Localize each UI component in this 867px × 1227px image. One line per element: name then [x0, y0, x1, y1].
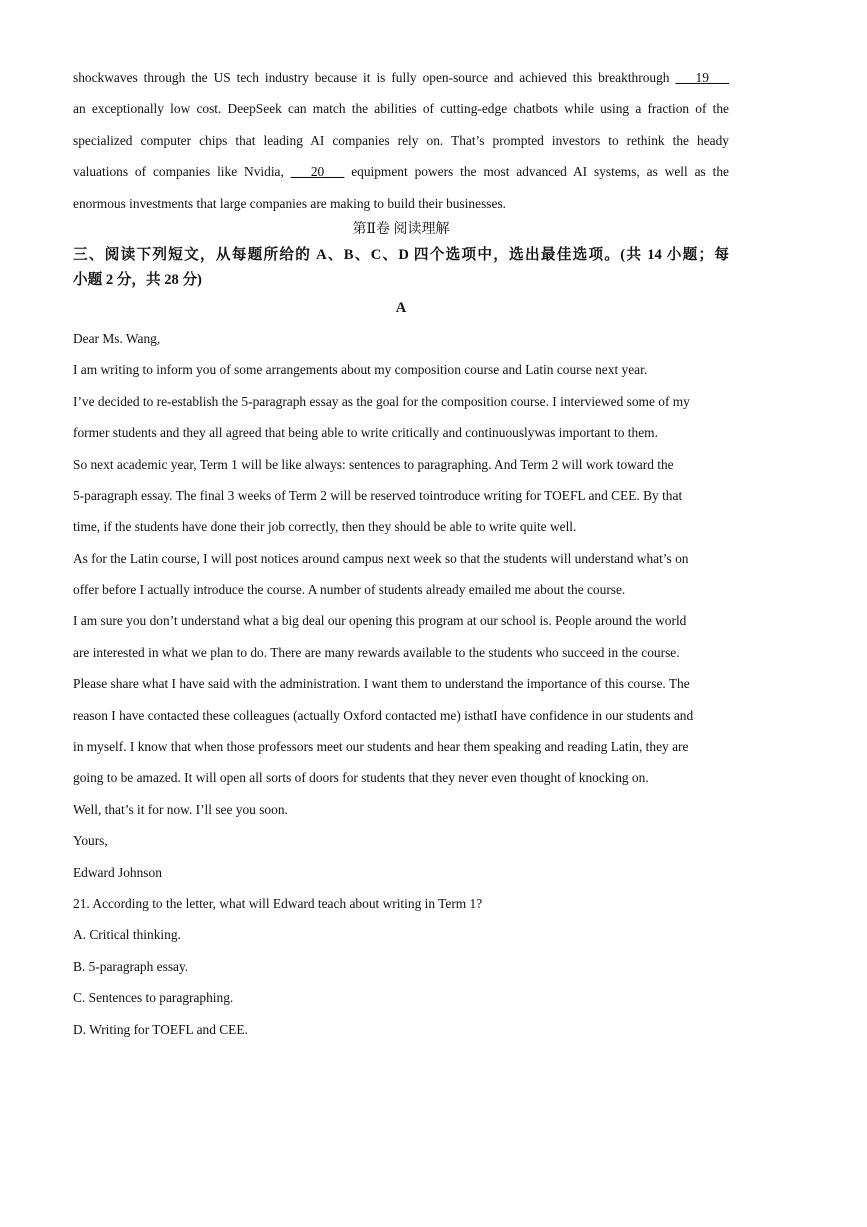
section-title: 第Ⅱ卷 阅读理解 [352, 221, 450, 237]
section-instruction: 三、阅读下列短文，从每题所给的 A、B、C、D 四个选项中，选出最佳选项。(共 14 小题；每 [73, 246, 729, 263]
question-stem: 21. According to the letter, what will Edward teach about writing in Term 1? [73, 895, 483, 911]
letter-line: Please share what I have said with the administration. I want them to understand the importance of this course. The [73, 676, 690, 692]
letter-signature: Edward Johnson [73, 864, 162, 880]
cloze-text: shockwaves through the US tech industry because it is fully open-source and achieved this breakthrough [73, 70, 670, 85]
cloze-line: an exceptionally low cost. DeepSeek can match the abilities of cutting-edge chatbots while using a fraction of the [73, 101, 729, 117]
option-b: B. 5-paragraph essay. [73, 958, 189, 974]
section-instruction: 小题 2 分，共 28 分) [73, 271, 202, 288]
letter-line: Well, that’s it for now. I’ll see you soon. [73, 801, 288, 817]
option-d: D. Writing for TOEFL and CEE. [73, 1021, 248, 1037]
cloze-text: valuations of companies like Nvidia, [73, 164, 284, 180]
passage-label: A [395, 299, 407, 316]
letter-line: So next academic year, Term 1 will be like always: sentences to paragraphing. And Term 2 will work toward the [73, 456, 674, 472]
cloze-line [73, 156, 729, 187]
letter [73, 323, 729, 888]
letter-line: going to be amazed. It will open all sorts of doors for students that they never even thought of knocking on. [73, 770, 649, 786]
letter-line: former students and they all agreed that being able to write critically and continuouslywas important to them. [73, 425, 658, 441]
cloze-line: enormous investments that large companies are making to build their businesses. [73, 195, 506, 211]
letter-greeting: Dear Ms. Wang, [73, 330, 161, 346]
cloze-line [73, 62, 729, 93]
letter-line: offer before I actually introduce the course. A number of students already emailed me about the course. [73, 582, 626, 598]
letter-line: time, if the students have done their job correctly, then they should be able to write quite well. [73, 519, 577, 535]
letter-closing: Yours, [73, 833, 108, 849]
letter-line: I’ve decided to re-establish the 5-paragraph essay as the goal for the composition course. I interviewed some of my [73, 393, 690, 409]
letter-line: As for the Latin course, I will post notices around campus next week so that the students will understand what’s on [73, 550, 689, 566]
cloze-text: equipment powers the most advanced AI systems, as well as the [351, 164, 729, 180]
blank-20: ___20___ [290, 164, 345, 180]
cloze-continuation [73, 62, 729, 219]
option-a: A. Critical thinking. [73, 927, 181, 943]
cloze-line: specialized computer chips that leading AI companies rely on. That’s prompted investors to rethink the heady [73, 132, 729, 148]
option-c: C. Sentences to paragraphing. [73, 990, 234, 1006]
letter-line: 5-paragraph essay. The final 3 weeks of Term 2 will be reserved tointroduce writing for TOEFL and CEE. By that [73, 487, 683, 503]
letter-line: in myself. I know that when those professors meet our students and hear them speaking and reading Latin, they are [73, 739, 689, 755]
letter-line: I am sure you don’t understand what a big deal our opening this program at our school is. People around the world [73, 613, 687, 629]
letter-line: reason I have contacted these colleagues (actually Oxford contacted me) isthatI have confidence in our students and [73, 707, 694, 723]
question-21 [73, 888, 729, 1045]
blank-19: ___19___ [675, 70, 729, 85]
letter-line: I am writing to inform you of some arrangements about my composition course and Latin course next year. [73, 362, 648, 378]
letter-line: are interested in what we plan to do. There are many rewards available to the students who succeed in the course. [73, 644, 680, 660]
exam-page [73, 62, 729, 1045]
